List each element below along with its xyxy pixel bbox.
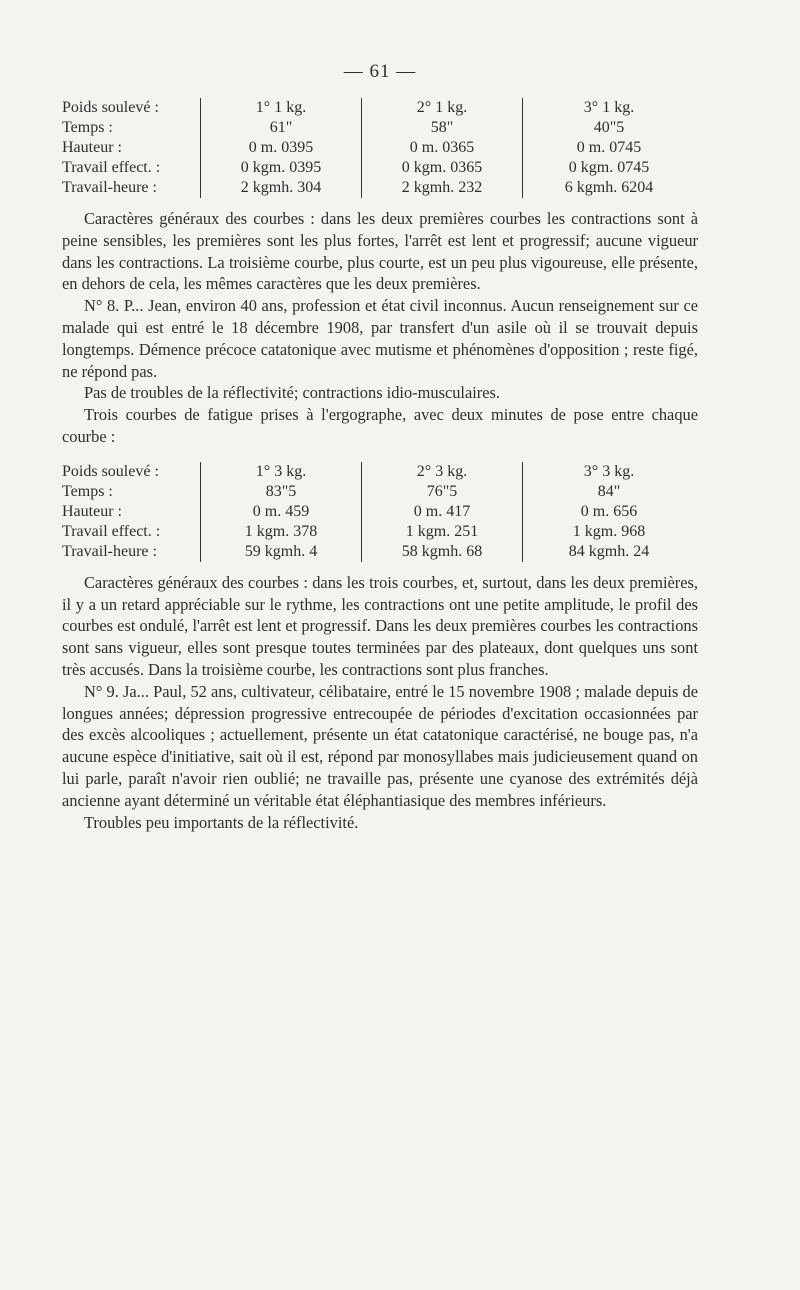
- table-row: [62, 178, 695, 198]
- cell: 0 m. 0395: [201, 138, 362, 158]
- cell: 6 kgmh. 6204: [523, 178, 696, 198]
- cell: 0 kgm. 0745: [523, 158, 696, 178]
- cell: 2 kgmh. 232: [362, 178, 523, 198]
- row-label: Hauteur :: [62, 139, 122, 156]
- table-row: [62, 118, 695, 138]
- cell: 2° 1 kg.: [362, 98, 523, 118]
- document-page: [62, 60, 698, 833]
- paragraph-curve-characteristics-2: Caractères généraux des courbes : dans les trois courbes, et, surtout, dans les deux premières, il y a un retard appréciable sur le rythme, les contractions ont une petite amplitude, le profil des courbes est ondulé, l'arrêt est lent et progressif. Dans les deux premières courbes les contractions sont sans vigueur, elles sont presque toutes terminées par des plateaux, dont quelques uns sont très accusés. Dans la troisième courbe, les contractions sont plus franches.: [62, 572, 698, 679]
- cell: 83"5: [201, 482, 362, 502]
- row-label: Travail-heure :: [62, 542, 157, 560]
- cell: 3° 1 kg.: [523, 98, 696, 118]
- cell: 3° 3 kg.: [523, 462, 696, 482]
- table-row: [62, 462, 695, 482]
- cell: 84": [523, 482, 696, 502]
- row-label: Poids soulevé :: [62, 99, 159, 116]
- ergograph-table-1: [62, 98, 695, 198]
- paragraph-fatigue-curves-8: Trois courbes de fatigue prises à l'ergographe, avec deux minutes de pose entre chaque courbe :: [62, 405, 698, 446]
- table-row: [62, 522, 695, 542]
- cell: 84 kgmh. 24: [523, 542, 696, 562]
- row-label: Temps :: [62, 119, 113, 136]
- cell: 0 m. 459: [201, 502, 362, 522]
- cell: 0 m. 656: [523, 502, 696, 522]
- cell: 2 kgmh. 304: [201, 178, 362, 198]
- table-row: [62, 502, 695, 522]
- cell: 59 kgmh. 4: [201, 542, 362, 562]
- table-row: [62, 98, 695, 118]
- row-label: Travail-heure :: [62, 179, 157, 196]
- cell: 1° 3 kg.: [201, 462, 362, 482]
- paragraph-curve-characteristics-1: Caractères généraux des courbes : dans les deux premières courbes les contractions sont à peine sensibles, les premières sont les plus fortes, l'arrêt est lent et progressif; aucune vigueur dans les contractions. La troisième courbe, plus courte, est un peu plus vigoureuse, elle présente, en dehors de cela, les mêmes caractères que les deux premières.: [62, 209, 698, 294]
- table-row: [62, 158, 695, 178]
- row-label: Travail effect. :: [62, 159, 161, 176]
- paragraph-reflexes-8: Pas de troubles de la réflectivité; contractions idio-musculaires.: [84, 383, 501, 403]
- cell: 58": [362, 118, 523, 138]
- cell: 0 kgm. 0395: [201, 158, 362, 178]
- cell: 58 kgmh. 68: [362, 542, 523, 562]
- cell: 0 kgm. 0365: [362, 158, 523, 178]
- paragraph-reflexes-9: Troubles peu importants de la réflectivité.: [84, 812, 359, 832]
- page-number: — 61 —: [343, 61, 417, 82]
- cell: 1° 1 kg.: [201, 98, 362, 118]
- cell: 76"5: [362, 482, 523, 502]
- cell: 0 m. 0365: [362, 138, 523, 158]
- row-label: Hauteur :: [62, 502, 122, 520]
- table-row: [62, 542, 695, 562]
- cell: 1 kgm. 378: [201, 522, 362, 542]
- cell: 61": [201, 118, 362, 138]
- cell: 0 m. 0745: [523, 138, 696, 158]
- cell: 40"5: [523, 118, 696, 138]
- ergograph-table-2: [62, 462, 695, 562]
- cell: 1 kgm. 968: [523, 522, 696, 542]
- paragraph-case-9: N° 9. Ja... Paul, 52 ans, cultivateur, célibataire, entré le 15 novembre 1908 ; malade depuis de longues années; dépression progressive entrecoupée de périodes d'excitation occasionnées par des excès alcooliques ; actuellement, présente un état catatonique caractérisé, ne bouge pas, n'a aucune espèce d'initiative, sait où il est, répond par monosyllabes mais judicieusement quand on lui parle, paraît n'avoir rien oublié; ne travaille pas, présente une cyanose des extrémités déjà ancienne ayant déterminé un véritable état éléphantiasique des membres inférieurs.: [62, 681, 698, 810]
- row-label: Travail effect. :: [62, 522, 161, 540]
- table-row: [62, 138, 695, 158]
- row-label: Temps :: [62, 482, 113, 500]
- row-label: Poids soulevé :: [62, 462, 159, 480]
- cell: 0 m. 417: [362, 502, 523, 522]
- cell: 1 kgm. 251: [362, 522, 523, 542]
- paragraph-case-8: N° 8. P... Jean, environ 40 ans, profession et état civil inconnus. Aucun renseignement sur ce malade qui est entré le 18 décembre 1908, par transfert d'un asile où il se trouvait depuis longtemps. Démence précoce catatonique avec mutisme et phénomènes d'opposition ; reste figé, ne répond pas.: [62, 296, 698, 381]
- table-row: [62, 482, 695, 502]
- cell: 2° 3 kg.: [362, 462, 523, 482]
